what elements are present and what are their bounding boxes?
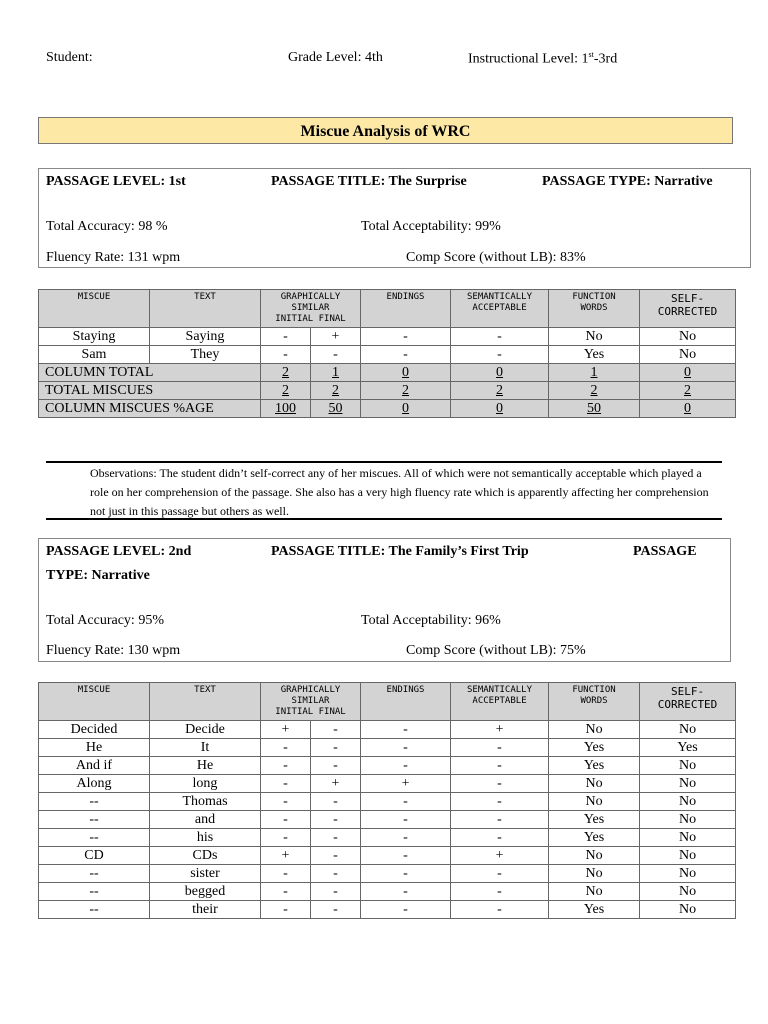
col-self-line2: CORRECTED (657, 305, 718, 318)
table-cell: - (451, 793, 549, 811)
table-cell: - (261, 901, 311, 919)
table-cell: No (640, 757, 736, 775)
table-cell: - (311, 346, 361, 364)
table-cell: + (261, 721, 311, 739)
table-cell: No (549, 793, 640, 811)
col-miscue: MISCUE (39, 290, 150, 328)
table-cell: begged (150, 883, 261, 901)
table-cell: - (361, 721, 451, 739)
col-sem-line2: ACCEPTABLE (472, 303, 527, 313)
summary-value-text: 0 (496, 401, 504, 416)
col-graph-line1: GRAPHICALLY (280, 685, 341, 695)
instructional-level-text: Instructional Level: 1 (468, 51, 589, 67)
table-cell: - (311, 721, 361, 739)
summary-label: COLUMN MISCUES %AGE (39, 400, 261, 418)
summary-value-text: 2 (282, 383, 289, 398)
passage2-comp-score: Comp Score (without LB): 75% (406, 643, 586, 658)
summary-value (361, 382, 451, 400)
summary-value-text: 2 (590, 383, 598, 398)
table-cell: He (39, 739, 150, 757)
table-cell: - (311, 865, 361, 883)
table-cell: He (150, 757, 261, 775)
table-cell: No (640, 847, 736, 865)
summary-value-text: 100 (275, 401, 296, 416)
miscue-table-1 (38, 289, 736, 418)
table-cell: his (150, 829, 261, 847)
passage1-fluency: Fluency Rate: 131 wpm (46, 250, 181, 265)
summary-value (361, 364, 451, 382)
table-cell: - (361, 865, 451, 883)
col-graph-line2: SIMILAR (291, 303, 330, 313)
summary-value-text: 1 (590, 365, 598, 380)
table-cell: Sam (39, 346, 150, 364)
table-cell: - (451, 739, 549, 757)
table-cell: Yes (640, 739, 736, 757)
summary-row (39, 382, 736, 400)
table-cell: - (451, 829, 549, 847)
summary-row (39, 400, 736, 418)
miscue-table-2 (38, 682, 736, 919)
summary-value (640, 364, 736, 382)
observations-top-rule (46, 461, 722, 463)
table-cell: -- (39, 811, 150, 829)
col-func-line2: WORDS (580, 303, 608, 313)
table-cell: - (451, 346, 549, 364)
col-semantically-acceptable (451, 683, 549, 721)
table-cell: Yes (549, 901, 640, 919)
summary-value-text: 0 (684, 365, 692, 380)
table-cell: No (549, 865, 640, 883)
table-cell: Yes (549, 811, 640, 829)
table-cell: - (451, 883, 549, 901)
table-cell: and (150, 811, 261, 829)
table-row (39, 721, 736, 739)
grade-level: Grade Level: 4th (288, 50, 383, 65)
summary-value (261, 400, 311, 418)
table-cell: No (640, 721, 736, 739)
table-cell: No (549, 328, 640, 346)
table-cell: And if (39, 757, 150, 775)
col-func-line2: WORDS (580, 696, 608, 706)
passage1-type: PASSAGE TYPE: Narrative (542, 174, 713, 189)
passage1-acceptability: Total Acceptability: 99% (361, 219, 501, 234)
summary-value (451, 400, 549, 418)
table-cell: - (311, 811, 361, 829)
table-cell: sister (150, 865, 261, 883)
table-cell: Decide (150, 721, 261, 739)
table-cell: No (640, 829, 736, 847)
table-cell: - (261, 346, 311, 364)
table-cell: - (311, 829, 361, 847)
table-cell: No (640, 811, 736, 829)
table-cell: their (150, 901, 261, 919)
observations-text: Observations: The student didn’t self-correct any of her miscues. All of which were not semantically acceptable which played a role on her comprehension of the passage. She also has a very high fluency rate which is apparently affecting her comprehension not just in this passage but others as well. (90, 466, 709, 518)
table-cell: - (361, 793, 451, 811)
summary-value (451, 382, 549, 400)
table-cell: -- (39, 793, 150, 811)
table-cell: - (361, 757, 451, 775)
col-sem-line1: SEMANTICALLY (467, 292, 533, 302)
table-cell: No (549, 775, 640, 793)
table-cell: - (361, 739, 451, 757)
table-row (39, 757, 736, 775)
table-row (39, 328, 736, 346)
col-self-corrected (640, 290, 736, 328)
table-row (39, 739, 736, 757)
table-cell: - (361, 811, 451, 829)
summary-value-text: 2 (402, 383, 410, 398)
table-cell: - (261, 775, 311, 793)
table-cell: CD (39, 847, 150, 865)
summary-value (451, 364, 549, 382)
col-self-line2: CORRECTED (657, 698, 718, 711)
table-row (39, 829, 736, 847)
col-graph-line3: INITIAL FINAL (275, 707, 346, 717)
table-row (39, 811, 736, 829)
table-cell: No (640, 328, 736, 346)
summary-value (549, 400, 640, 418)
passage1-comp-score: Comp Score (without LB): 83% (406, 250, 586, 265)
col-func-line1: FUNCTION (572, 685, 616, 695)
summary-value (361, 400, 451, 418)
table-cell: It (150, 739, 261, 757)
table-cell: - (361, 901, 451, 919)
table-cell: - (311, 757, 361, 775)
table-cell: + (311, 775, 361, 793)
col-endings: ENDINGS (361, 290, 451, 328)
col-semantically-acceptable (451, 290, 549, 328)
table-cell: - (451, 865, 549, 883)
table-cell: - (361, 328, 451, 346)
col-sem-line1: SEMANTICALLY (467, 685, 533, 695)
table-cell: Saying (150, 328, 261, 346)
table-cell: - (311, 847, 361, 865)
table-cell: No (640, 346, 736, 364)
summary-value (311, 382, 361, 400)
col-text: TEXT (150, 290, 261, 328)
table-cell: + (451, 721, 549, 739)
passage1-title: PASSAGE TITLE: The Surprise (271, 174, 467, 189)
table-cell: long (150, 775, 261, 793)
instructional-level-sup: st (588, 50, 594, 59)
table-cell: Along (39, 775, 150, 793)
summary-row (39, 364, 736, 382)
col-graphically-similar (261, 683, 361, 721)
table-cell: - (261, 811, 311, 829)
table-cell: + (261, 847, 311, 865)
table-cell: Yes (549, 346, 640, 364)
col-func-line1: FUNCTION (572, 292, 616, 302)
table-row (39, 847, 736, 865)
table-cell: - (261, 793, 311, 811)
table-cell: - (311, 739, 361, 757)
table-row (39, 865, 736, 883)
passage2-fluency: Fluency Rate: 130 wpm (46, 643, 181, 658)
table-cell: Decided (39, 721, 150, 739)
page-title: Miscue Analysis of WRC (38, 117, 733, 144)
col-self-corrected (640, 683, 736, 721)
passage2-info-box (38, 538, 731, 662)
table-cell: -- (39, 829, 150, 847)
table-cell: - (451, 811, 549, 829)
summary-value (640, 400, 736, 418)
table-cell: - (451, 775, 549, 793)
summary-label: COLUMN TOTAL (39, 364, 261, 382)
passage2-type-label: PASSAGE (633, 544, 697, 559)
passage2-type: TYPE: Narrative (46, 568, 150, 583)
summary-value (261, 382, 311, 400)
table-cell: - (261, 328, 311, 346)
table-cell: - (451, 901, 549, 919)
table-cell: - (261, 739, 311, 757)
instructional-level-suffix: -3rd (593, 51, 618, 67)
summary-value-text: 0 (684, 401, 692, 416)
table-cell: No (640, 883, 736, 901)
summary-value (311, 400, 361, 418)
table-cell: -- (39, 883, 150, 901)
summary-value-text: 2 (282, 365, 289, 380)
table-cell: - (361, 847, 451, 865)
table-cell: Yes (549, 739, 640, 757)
col-text: TEXT (150, 683, 261, 721)
table-cell: Yes (549, 757, 640, 775)
table-cell: No (549, 847, 640, 865)
passage2-level: PASSAGE LEVEL: 2nd (46, 544, 192, 559)
student-label: Student: (46, 50, 93, 65)
col-miscue: MISCUE (39, 683, 150, 721)
table-cell: They (150, 346, 261, 364)
table-cell: - (261, 865, 311, 883)
col-function-words (549, 290, 640, 328)
col-graph-line2: SIMILAR (291, 696, 330, 706)
table-cell: -- (39, 865, 150, 883)
summary-value (549, 382, 640, 400)
summary-value-text: 50 (587, 401, 602, 416)
table-cell: - (311, 901, 361, 919)
table-cell: + (451, 847, 549, 865)
table-cell: Staying (39, 328, 150, 346)
table-cell: - (361, 883, 451, 901)
table-cell: + (311, 328, 361, 346)
table-row (39, 901, 736, 919)
summary-value (261, 364, 311, 382)
summary-value-text: 0 (402, 365, 410, 380)
table-cell: - (361, 346, 451, 364)
passage1-level: PASSAGE LEVEL: 1st (46, 174, 186, 189)
passage1-info-box (38, 168, 751, 268)
summary-value (311, 364, 361, 382)
table-row (39, 775, 736, 793)
table-row (39, 346, 736, 364)
passage2-accuracy: Total Accuracy: 95% (46, 613, 164, 628)
summary-value-text: 0 (402, 401, 410, 416)
table-cell: - (261, 757, 311, 775)
summary-label: TOTAL MISCUES (39, 382, 261, 400)
col-graph-line3: INITIAL FINAL (275, 314, 346, 324)
table-cell: No (640, 901, 736, 919)
passage2-title: PASSAGE TITLE: The Family’s First Trip (271, 544, 529, 559)
table-cell: Yes (549, 829, 640, 847)
summary-value (549, 364, 640, 382)
table-cell: No (640, 865, 736, 883)
table-cell: Thomas (150, 793, 261, 811)
passage1-accuracy: Total Accuracy: 98 % (46, 219, 168, 234)
summary-value-text: 1 (332, 365, 339, 380)
summary-value-text: 2 (332, 383, 339, 398)
table-cell: No (549, 883, 640, 901)
table-cell: + (361, 775, 451, 793)
table-cell: - (261, 829, 311, 847)
table-cell: - (361, 829, 451, 847)
summary-value-text: 2 (684, 383, 692, 398)
summary-value-text: 50 (328, 401, 343, 416)
observations-bottom-rule (46, 518, 722, 520)
col-self-line1: SELF- (670, 292, 705, 305)
summary-value-text: 2 (496, 383, 504, 398)
table-cell: No (640, 775, 736, 793)
table-cell: - (311, 883, 361, 901)
col-self-line1: SELF- (670, 685, 705, 698)
table-cell: No (549, 721, 640, 739)
col-function-words (549, 683, 640, 721)
table-row (39, 793, 736, 811)
table-cell: - (451, 328, 549, 346)
col-graph-line1: GRAPHICALLY (280, 292, 341, 302)
table-row (39, 883, 736, 901)
instructional-level (468, 50, 617, 68)
col-graphically-similar (261, 290, 361, 328)
table-cell: CDs (150, 847, 261, 865)
table-cell: - (261, 883, 311, 901)
table-cell: - (311, 793, 361, 811)
table-cell: -- (39, 901, 150, 919)
col-sem-line2: ACCEPTABLE (472, 696, 527, 706)
passage2-acceptability: Total Acceptability: 96% (361, 613, 501, 628)
col-endings: ENDINGS (361, 683, 451, 721)
table-cell: - (451, 757, 549, 775)
summary-value (640, 382, 736, 400)
summary-value-text: 0 (496, 365, 504, 380)
table-cell: No (640, 793, 736, 811)
